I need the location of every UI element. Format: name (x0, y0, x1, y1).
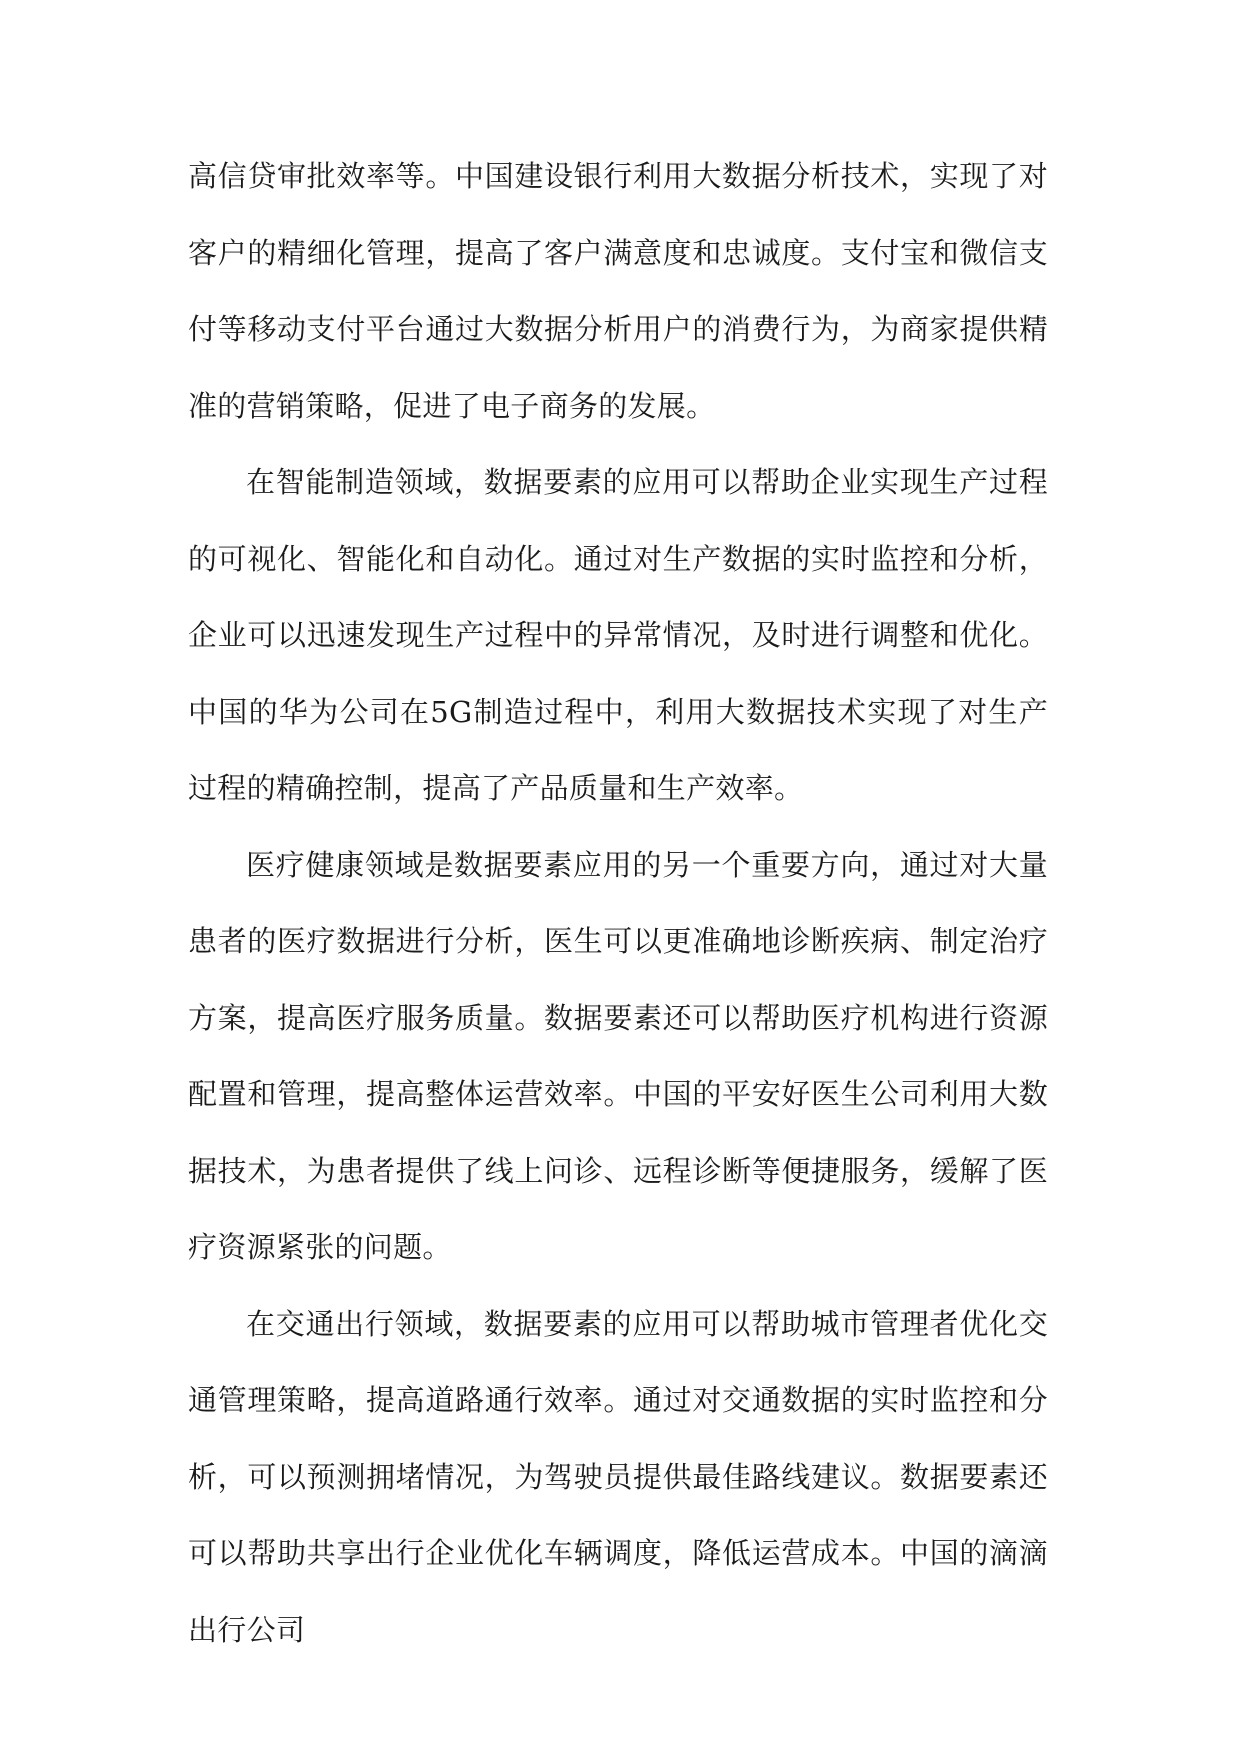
paragraph-finance-continuation: 高信贷审批效率等。中国建设银行利用大数据分析技术，实现了对客户的精细化管理，提高了客户满意度和忠诚度。支付宝和微信支付等移动支付平台通过大数据分析用户的消费行为，为商家提供精准的营销策略，促进了电子商务的发展。 (188, 159, 1048, 423)
paragraph-smart-manufacturing: 在智能制造领域，数据要素的应用可以帮助企业实现生产过程的可视化、智能化和自动化。通过对生产数据的实时监控和分析，企业可以迅速发现生产过程中的异常情况，及时进行调整和优化。中国的华为公司在5G制造过程中，利用大数据技术实现了对生产过程的精确控制，提高了产品质量和生产效率。 (188, 465, 1048, 805)
paragraph-healthcare: 医疗健康领域是数据要素应用的另一个重要方向，通过对大量患者的医疗数据进行分析，医生可以更准确地诊断疾病、制定治疗方案，提高医疗服务质量。数据要素还可以帮助医疗机构进行资源配置和管理，提高整体运营效率。中国的平安好医生公司利用大数据技术，为患者提供了线上问诊、远程诊断等便捷服务，缓解了医疗资源紧张的问题。 (188, 847, 1048, 1264)
body-text (188, 138, 1048, 1668)
paragraph-transportation: 在交通出行领域，数据要素的应用可以帮助城市管理者优化交通管理策略，提高道路通行效率。通过对交通数据的实时监控和分析，可以预测拥堵情况，为驾驶员提供最佳路线建议。数据要素还可以帮助共享出行企业优化车辆调度，降低运营成本。中国的滴滴出行公司 (188, 1306, 1048, 1647)
